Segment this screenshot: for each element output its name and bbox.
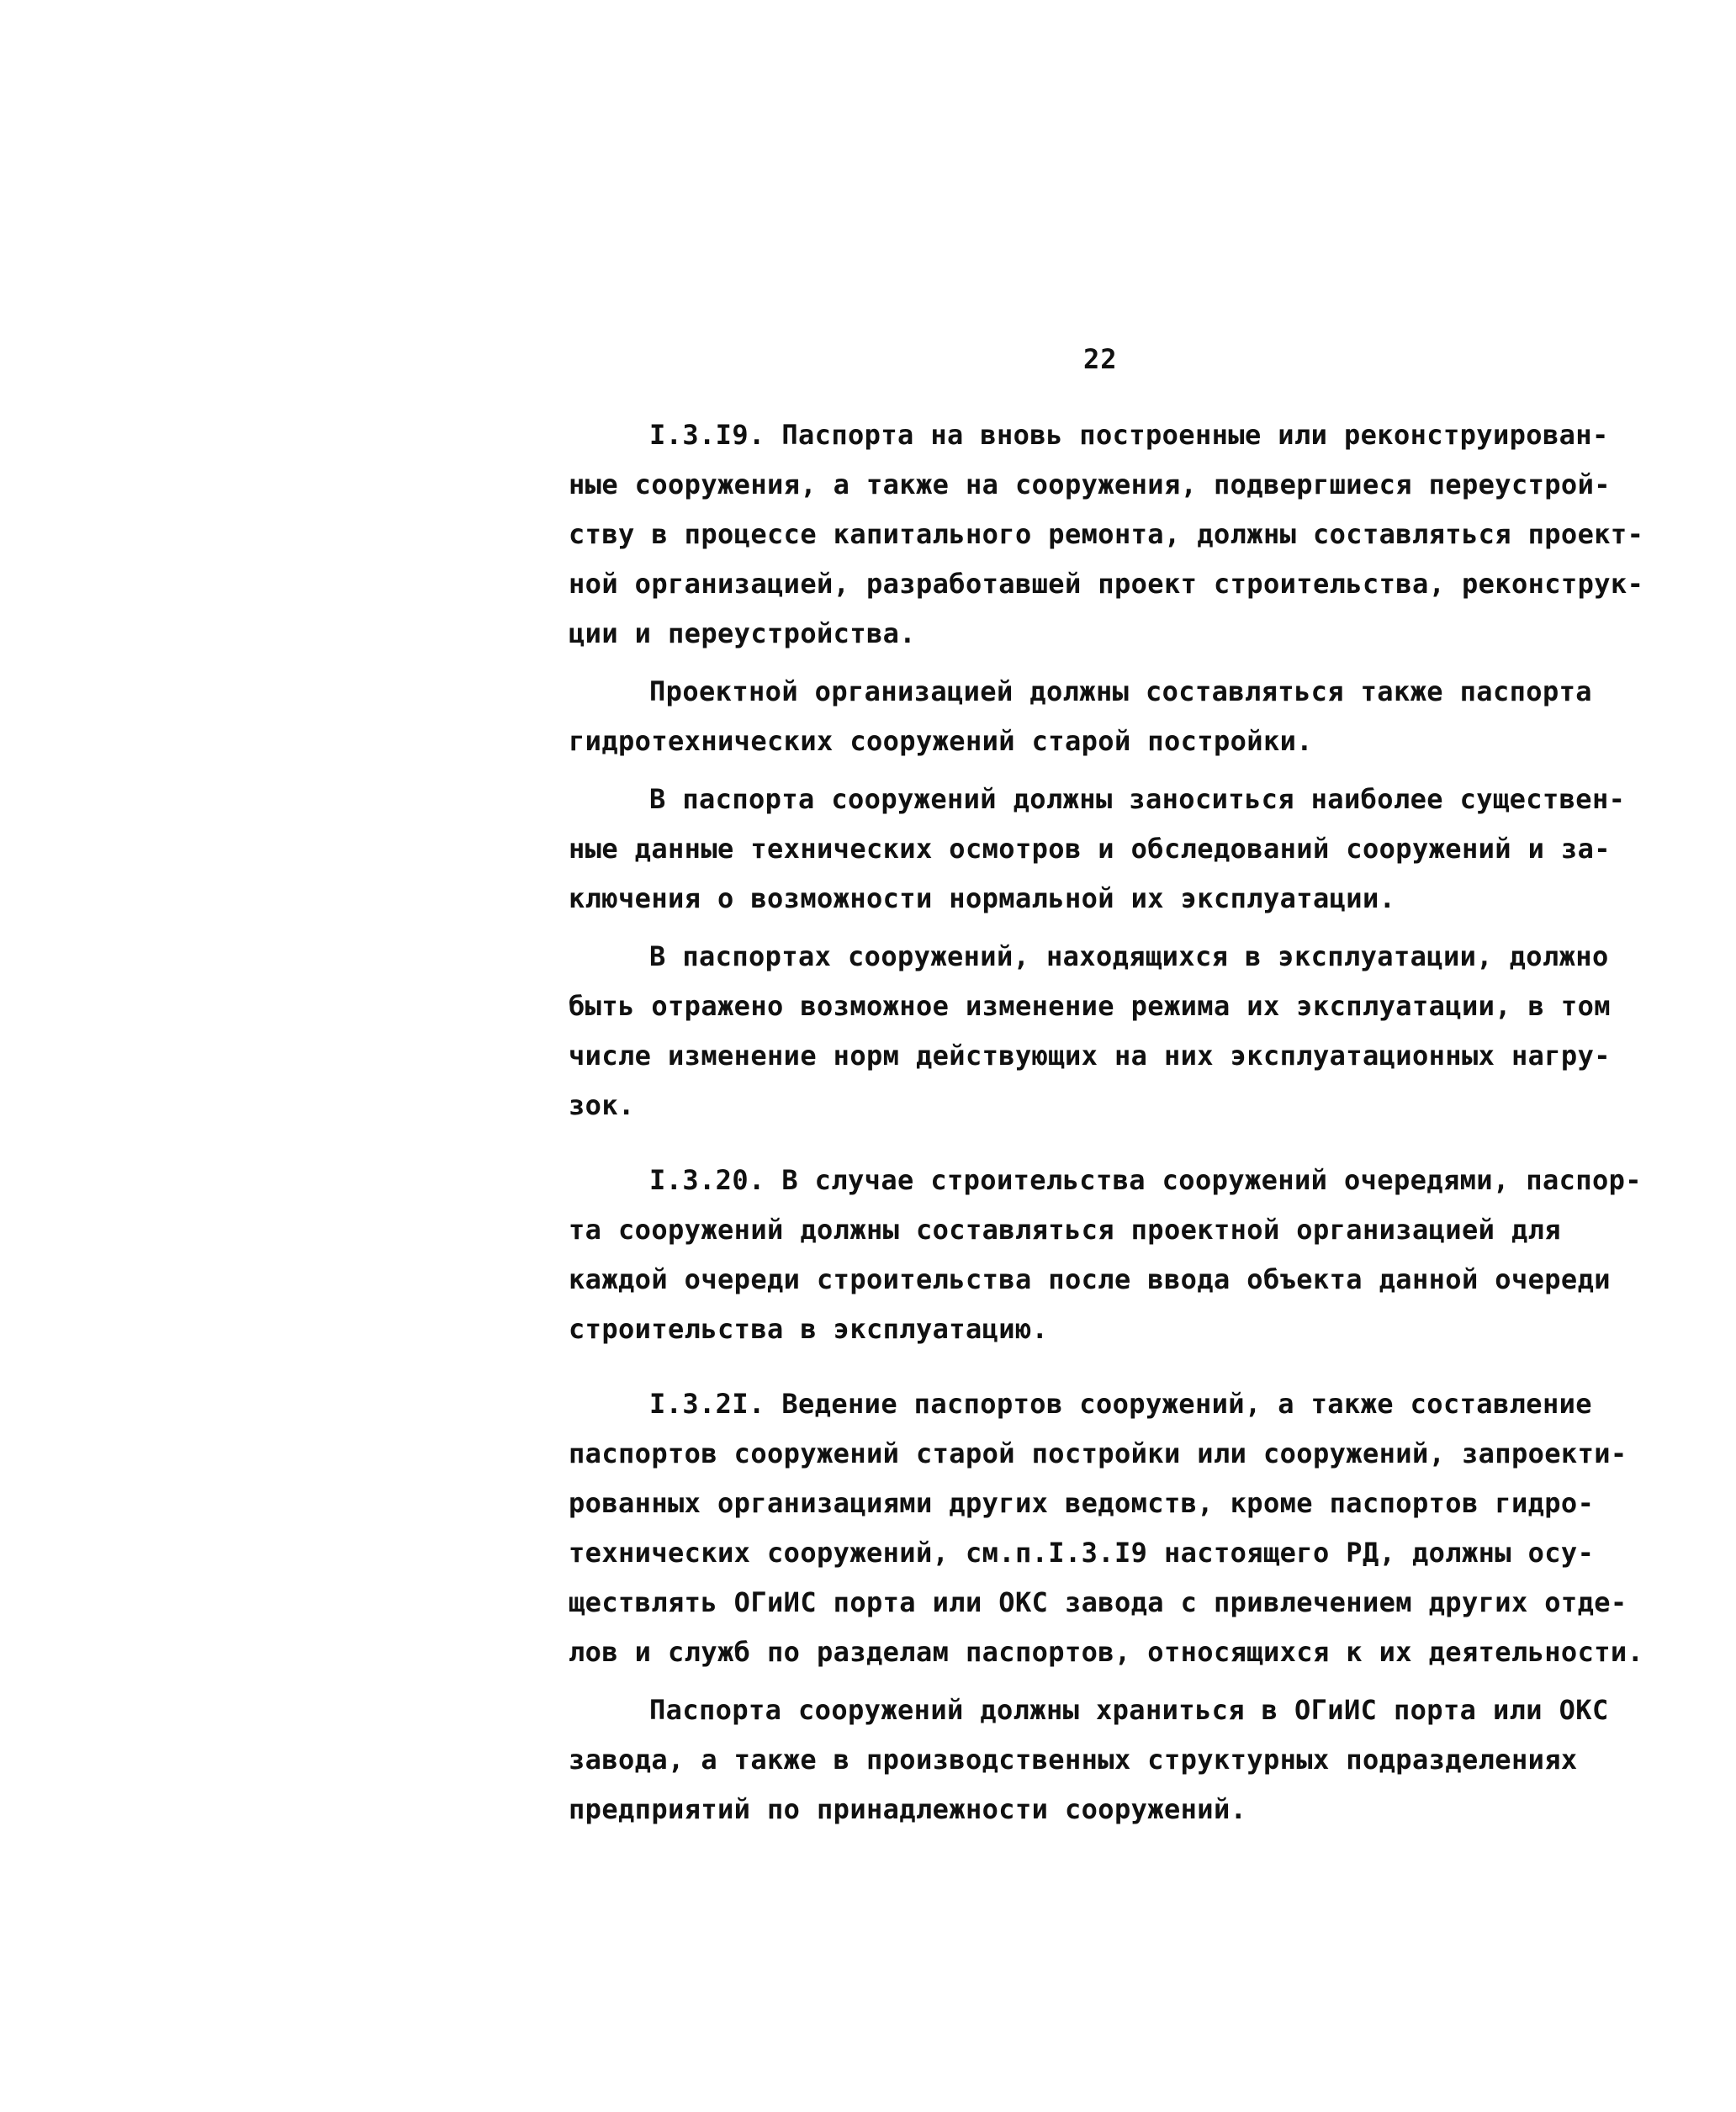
page-number: 22 xyxy=(1083,343,1118,375)
text-line: зок. xyxy=(569,1089,635,1121)
text-line: ные сооружения, а также на сооружения, подвергшиеся переустрой- xyxy=(569,468,1611,500)
text-line: Проектной организацией должны составляться также паспорта xyxy=(649,675,1592,707)
text-line: каждой очереди строительства после ввода объекта данной очереди xyxy=(569,1263,1611,1295)
paragraph xyxy=(569,1156,1642,1354)
text-line: I.3.I9. Паспорта на вновь построенные или реконструирован- xyxy=(649,419,1609,451)
paragraph xyxy=(569,1686,1612,1834)
text-line: быть отражено возможное изменение режима их эксплуатации, в том xyxy=(569,990,1611,1022)
text-line: паспортов сооружений старой постройки или сооружений, запроекти- xyxy=(569,1437,1628,1469)
text-line: гидротехнических сооружений старой постройки. xyxy=(569,725,1313,757)
section-1-3-19 xyxy=(569,410,1644,1130)
text-line: предприятий по принадлежности сооружений. xyxy=(569,1793,1247,1825)
text-line: строительства в эксплуатацию. xyxy=(569,1313,1049,1345)
text-line: I.3.20. В случае строительства сооружений очередями, паспор- xyxy=(649,1164,1642,1196)
text-line: В паспортах сооружений, находящихся в эксплуатации, должно xyxy=(649,940,1609,972)
paragraph xyxy=(569,775,1626,924)
text-line: ной организацией, разработавшей проект строительства, реконструк- xyxy=(569,568,1644,600)
text-line: ществлять ОГиИС порта или ОКС завода с привлечением других отде- xyxy=(569,1586,1628,1618)
text-line: ству в процессе капитального ремонта, должны составляться проект- xyxy=(569,518,1644,550)
text-line: Паспорта сооружений должны храниться в ОГиИС порта или ОКС xyxy=(649,1694,1609,1726)
text-line: рованных организациями других ведомств, кроме паспортов гидро- xyxy=(569,1487,1595,1519)
text-line: завода, а также в производственных структурных подразделениях xyxy=(569,1744,1578,1776)
section-1-3-20 xyxy=(569,1156,1642,1354)
text-line: ные данные технических осмотров и обследований сооружений и за- xyxy=(569,833,1611,865)
text-line: ции и переустройства. xyxy=(569,617,916,649)
document-body xyxy=(569,410,1644,1834)
text-line: числе изменение норм действующих на них эксплуатационных нагру- xyxy=(569,1040,1611,1072)
paragraph xyxy=(569,667,1612,766)
text-line: I.3.2I. Ведение паспортов сооружений, а также составление xyxy=(649,1388,1592,1420)
text-line: ключения о возможности нормальной их эксплуатации. xyxy=(569,882,1396,914)
paragraph xyxy=(569,1379,1644,1677)
paragraph xyxy=(569,932,1612,1130)
paragraph xyxy=(569,410,1644,659)
text-line: лов и служб по разделам паспортов, относящихся к их деятельности. xyxy=(569,1636,1644,1668)
text-line: та сооружений должны составляться проектной организацией для xyxy=(569,1214,1561,1246)
section-1-3-21 xyxy=(569,1379,1644,1834)
text-line: В паспорта сооружений должны заноситься наиболее существен- xyxy=(649,783,1626,815)
text-line: технических сооружений, см.п.I.3.I9 настоящего РД, должны осу- xyxy=(569,1537,1595,1569)
